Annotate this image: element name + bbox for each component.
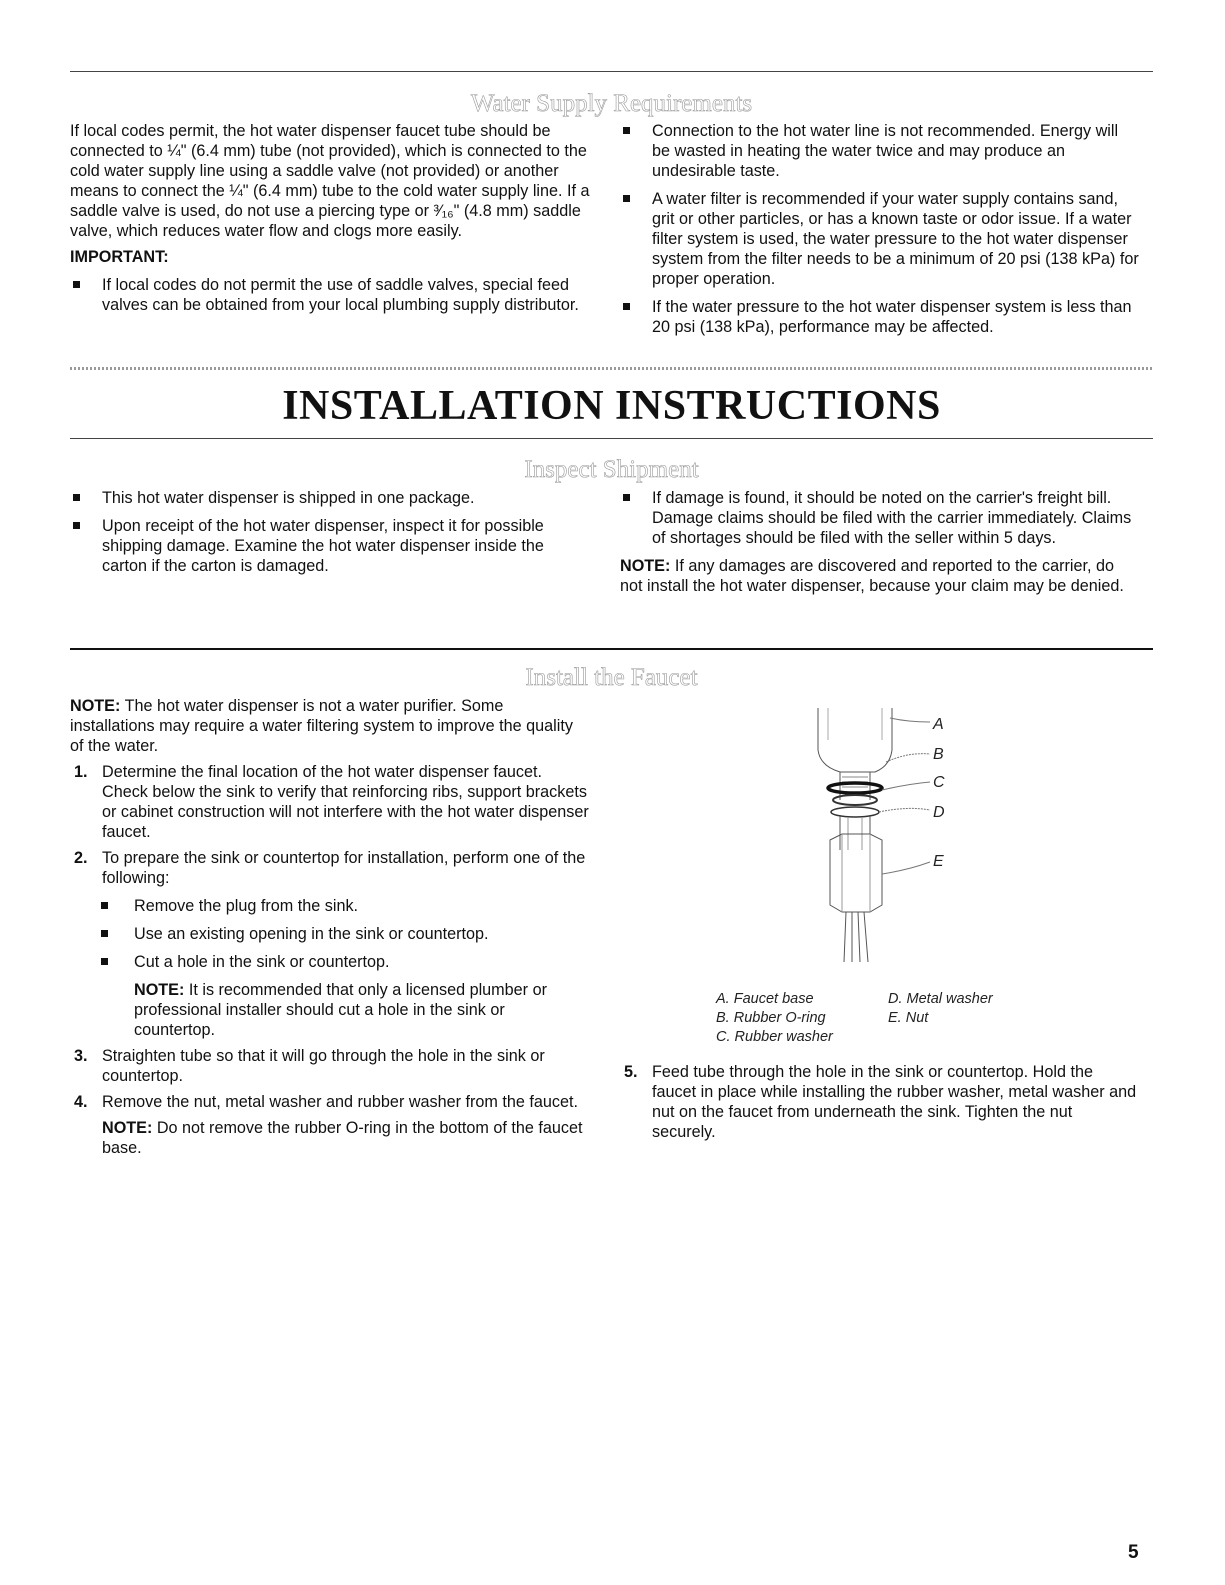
step-2 xyxy=(70,848,590,888)
water-supply-heading: Water Supply Requirements xyxy=(470,90,753,117)
top-rule xyxy=(70,71,1153,72)
list-item: This hot water dispenser is shipped in one package. xyxy=(70,488,590,508)
nut-shape xyxy=(830,834,882,912)
step-text: Feed tube through the hole in the sink or countertop. Hold the faucet in place while installing the rubber washer, metal washer and nut on the faucet from underneath the sink. Tighten the nut securely. xyxy=(652,1063,1137,1141)
note-text: The hot water dispenser is not a water purifier. Some installations may require a water filtering system to improve the quality of the water. xyxy=(70,697,573,755)
step-number: 4. xyxy=(74,1093,88,1111)
list-item: A water filter is recommended if your water supply contains sand, grit or other particles, or has a known taste or odor issue. If a water filter system is used, the water pressure to the hot water dispenser system from the filter needs to be a minimum of 20 psi (138 kPa) for proper operation. xyxy=(620,189,1140,289)
step-number: 2. xyxy=(74,849,88,867)
page-title: INSTALLATION INSTRUCTIONS xyxy=(282,383,941,429)
step-text: Determine the final location of the hot water dispenser faucet. Check below the sink to verify that reinforcing ribs, support brackets or cabinet construction will not interfere with the hot water dispenser faucet. xyxy=(102,763,589,841)
note-text: If any damages are discovered and reported to the carrier, do not install the hot water dispenser, because your claim may be denied. xyxy=(620,557,1124,595)
faucet-left-column xyxy=(70,696,590,1158)
section-rule xyxy=(70,438,1153,439)
step-5 xyxy=(620,1062,1140,1142)
faucet-diagram xyxy=(790,700,970,965)
step-text: Straighten tube so that it will go through the hole in the sink or countertop. xyxy=(102,1047,545,1085)
faucet-base-shape xyxy=(818,708,892,772)
list-item: Cut a hole in the sink or countertop. xyxy=(70,952,590,972)
note-text: Do not remove the rubber O-ring in the bottom of the faucet base. xyxy=(102,1119,583,1157)
water-supply-right-column xyxy=(620,121,1140,337)
note-label: NOTE: xyxy=(70,697,121,715)
note-label: NOTE: xyxy=(134,981,185,999)
step-text: Remove the nut, metal washer and rubber washer from the faucet. xyxy=(102,1093,578,1111)
caption: D. Metal washer xyxy=(888,991,993,1007)
list-item: Connection to the hot water line is not recommended. Energy will be wasted in heating the water twice and may produce an undesirable taste. xyxy=(620,121,1140,181)
page-number: 5 xyxy=(1128,1542,1139,1563)
figure-captions-right xyxy=(888,990,1088,1028)
step-1 xyxy=(70,762,590,842)
label-b: B xyxy=(933,746,944,763)
install-faucet-heading: Install the Faucet xyxy=(525,664,698,691)
label-a: A xyxy=(933,716,944,733)
caption: E. Nut xyxy=(888,1010,929,1026)
inspect-note xyxy=(620,556,1140,596)
list-item: If local codes do not permit the use of saddle valves, special feed valves can be obtained from your local plumbing supply distributor. xyxy=(70,275,590,315)
step-4-note xyxy=(70,1118,590,1158)
faucet-right-column xyxy=(620,1062,1140,1142)
inspect-right-column xyxy=(620,488,1140,596)
o-ring-shape xyxy=(828,783,882,793)
important-label: IMPORTANT: xyxy=(70,248,169,266)
caption: A. Faucet base xyxy=(716,991,814,1007)
metal-washer-shape xyxy=(831,807,879,817)
inspect-shipment-heading: Inspect Shipment xyxy=(524,456,699,483)
faucet-note xyxy=(70,696,590,756)
label-e: E xyxy=(933,853,944,870)
list-item: Use an existing opening in the sink or countertop. xyxy=(70,924,590,944)
step-3 xyxy=(70,1046,590,1086)
step-text: To prepare the sink or countertop for installation, perform one of the following: xyxy=(102,849,586,887)
inspect-left-column xyxy=(70,488,590,576)
list-item: Remove the plug from the sink. xyxy=(70,896,590,916)
list-item: Upon receipt of the hot water dispenser, inspect it for possible shipping damage. Examine the hot water dispenser inside the carton if the carton is damaged. xyxy=(70,516,590,576)
step-2-note xyxy=(70,980,590,1040)
note-label: NOTE: xyxy=(102,1119,153,1137)
step-number: 1. xyxy=(74,763,88,781)
label-c: C xyxy=(933,774,945,791)
label-d: D xyxy=(933,804,945,821)
step-4 xyxy=(70,1092,590,1112)
list-item: If the water pressure to the hot water dispenser system is less than 20 psi (138 kPa), performance may be affected. xyxy=(620,297,1140,337)
dotted-divider xyxy=(70,367,1153,370)
step-number: 5. xyxy=(624,1063,638,1081)
section-rule xyxy=(70,648,1153,650)
caption: B. Rubber O-ring xyxy=(716,1010,826,1026)
caption: C. Rubber washer xyxy=(716,1029,833,1045)
step-number: 3. xyxy=(74,1047,88,1065)
note-text: It is recommended that only a licensed plumber or professional installer should cut a hole in the sink or countertop. xyxy=(134,981,547,1039)
note-label: NOTE: xyxy=(620,557,671,575)
water-supply-intro: If local codes permit, the hot water dispenser faucet tube should be connected to ¼" (6.4 mm) tube (not provided), which is connected to the cold water supply line using a saddle valve (not provided) or another means to connect the ¼" (6.4 mm) tube to the cold water supply line. If a saddle valve is used, do not use a piercing type or ³⁄₁₆" (4.8 mm) saddle valve, which reduces water flow and clogs more easily. xyxy=(70,122,590,240)
list-item: If damage is found, it should be noted on the carrier's freight bill. Damage claims should be filed with the carrier immediately. Claims of shortages should be filed with the seller within 5 days. xyxy=(620,488,1140,548)
figure-captions-left xyxy=(716,990,886,1047)
water-supply-left-column xyxy=(70,121,590,315)
